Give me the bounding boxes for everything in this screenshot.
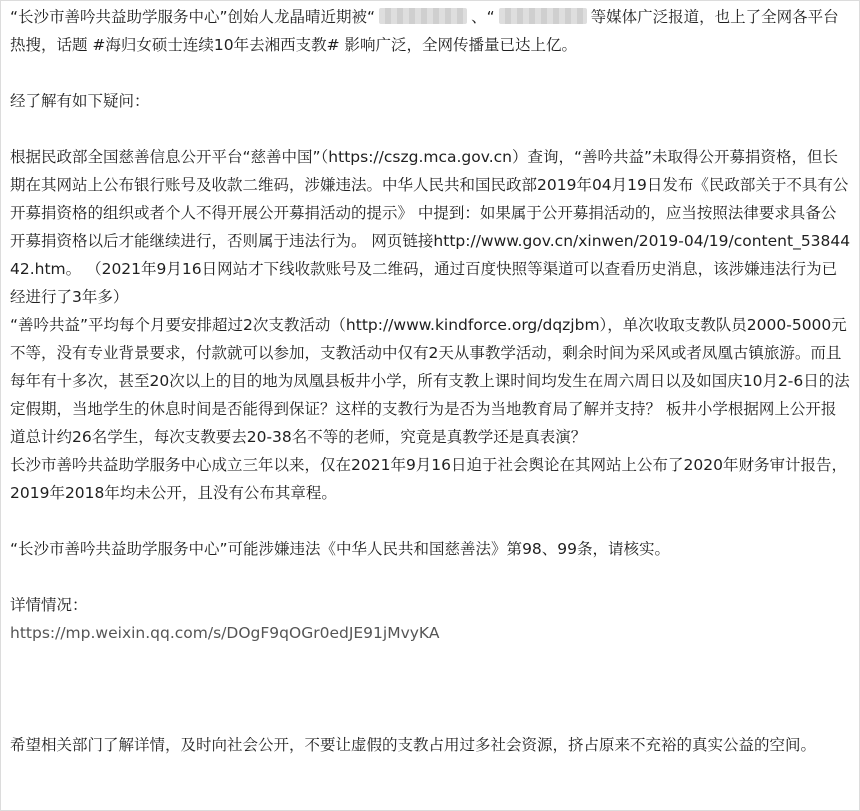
question-3-paragraph: 长沙市善吟共益助学服务中心成立三年以来，仅在2021年9月16日迫于社会舆论在其网站上公布了2020年财务审计报告，2019年2018年均未公开，且没有公布其章程。 [10,456,847,502]
intro-text-after: 等媒体广泛报道，也上了全网各平台热搜，话题 #海归女硕士连续10年去湘西支教# 影响广泛，全网传播量已达上亿。 [10,8,839,54]
question-1-paragraph: 根据民政部全国慈善信息公开平台“慈善中国”（https://cszg.mca.gov.cn）查询，“善吟共益”未取得公开募捐资格，但长期在其网站上公布银行账号及收款二维码，涉嫌违法。中华人民共和国民政部2019年04月19日发布《民政部关于不具有公开募捐资格的组织或者个人不得开展公开募捐活动的提示》 中提到：如果属于公开募捐活动的，应当按照法律要求具备公开募捐资格以后才能继续进行，否则属于违法行为。 网页链接http://www.gov.cn/xinwen/2019-04/19/content_5384442.htm。 （2021年9月16日网站才下线收款账号及二维码，通过百度快照等渠道可以查看历史消息，该涉嫌违法行为已经进行了3年多） [10,148,851,306]
closing-paragraph: 希望相关部门了解详情，及时向社会公开，不要让虚假的支教占用过多社会资源，挤占原来不充裕的真实公益的空间。 [10,736,817,754]
intro-text-between: 、“ [471,8,495,26]
law-paragraph: “长沙市善吟共益助学服务中心”可能涉嫌违法《中华人民共和国慈善法》第98、99条，请核实。 [10,540,671,558]
questions-intro: 经了解有如下疑问： [10,92,150,110]
redacted-media-name-2 [499,8,587,24]
redacted-media-name-1 [379,8,467,24]
intro-text-before: “长沙市善吟共益助学服务中心”创始人龙晶晴近期被“ [10,8,376,26]
question-2-paragraph: “善吟共益”平均每个月要安排超过2次支教活动（http://www.kindforce.org/dqzjbm），单次收取支教队员2000-5000元不等，没有专业背景要求，付款就可以参加，支教活动中仅有2天从事教学活动，剩余时间为采风或者凤凰古镇旅游。而且每年有十多次，甚至20次以上的目的地为凤凰县板井小学，所有支教上课时间均发生在周六周日以及如国庆10月2-6日的法定假期，当地学生的休息时间是否能得到保证？这样的支教行为是否为当地教育局了解并支持？ 板井小学根据网上公开报道总计约26名学生，每次支教要去20-38名不等的老师，究竟是真教学还是真表演？ [10,316,850,446]
details-url: https://mp.weixin.qq.com/s/DOgF9qOGr0edJE91jMvyKA [10,624,440,642]
details-label: 详情情况： [10,596,88,614]
intro-paragraph [10,3,851,59]
